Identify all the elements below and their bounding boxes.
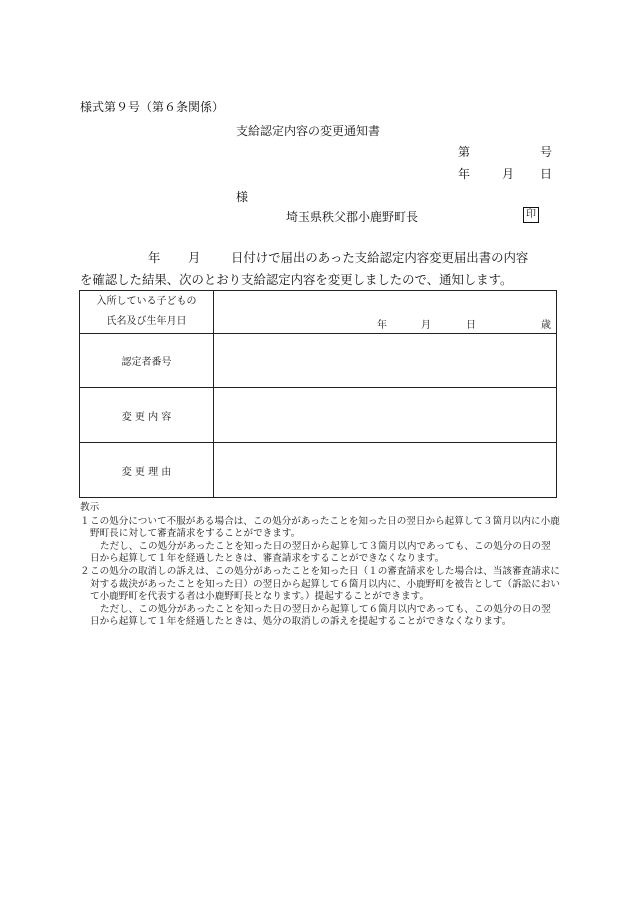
document-number-prefix: 第 [458, 145, 471, 159]
change-content-field[interactable] [214, 388, 557, 443]
issuer-name: 埼玉県秩父郡小鹿野町長 [286, 210, 419, 224]
seal-box: 印 [523, 207, 539, 223]
change-content-label: 変 更 内 容 [80, 388, 214, 443]
form-number: 様式第９号（第６条関係） [80, 100, 225, 114]
intro-paragraph [80, 247, 560, 291]
notice-item-1-proviso: ただし、この処分があったことを知った日の翌日から起算して３箇月以内であっても、この処分の日の翌日から起算して１年を経過したときは、審査請求をすることができなくなります。 [90, 540, 551, 565]
child-label-line-2: 氏名及び生年月日 [106, 316, 187, 327]
dob-day-label: 日 [466, 320, 476, 331]
notice-item-1 [80, 516, 560, 566]
dob-month-label: 月 [421, 320, 431, 331]
issue-date-year: 年 [458, 167, 471, 181]
intro-month: 月 [188, 250, 201, 265]
issue-date-day: 日 [540, 167, 553, 181]
cert-number-label: 認定者番号 [80, 334, 214, 388]
table-row-change-reason [80, 443, 557, 498]
notice-item-2 [80, 566, 560, 629]
table-row-child [80, 291, 557, 334]
document-number-suffix: 号 [540, 145, 553, 159]
age-label: 歳 [541, 320, 551, 331]
intro-year: 年 [148, 250, 161, 265]
appeal-notice [80, 502, 560, 629]
change-reason-field[interactable] [214, 443, 557, 498]
notice-item-1-text: この処分について不服がある場合は、この処分があったことを知った日の翌日から起算して３箇月以内に小鹿野町長に対して審査請求をすることができます。 [90, 515, 560, 540]
dob-year-label: 年 [377, 320, 387, 331]
child-name-dob-field[interactable] [214, 291, 557, 334]
table-row-cert-number [80, 334, 557, 388]
table-row-change-content [80, 388, 557, 443]
notice-item-2-text: この処分の取消しの訴えは、この処分があったことを知った日（１の審査請求をした場合は、当該審査請求に対する裁決があったことを知った日）の翌日から起算して６箇月以内に、小鹿野町を被告として（訴訟において小鹿野町を代表する者は小鹿野町長となります。）提起することができます。 [90, 565, 560, 603]
cert-number-field[interactable] [214, 334, 557, 388]
notice-item-1-number: １ [80, 515, 90, 527]
issue-date-month: 月 [502, 167, 515, 181]
notice-title: 教示 [80, 502, 100, 513]
document-title: 支給認定内容の変更通知書 [236, 124, 381, 138]
notice-item-2-number: ２ [80, 565, 90, 577]
notice-item-2-proviso: ただし、この処分があったことを知った日の翌日から起算して６箇月以内であっても、この処分の日の翌日から起算して１年を経過したときは、処分の取消しの訴えを提起することができなくなります。 [90, 603, 551, 628]
intro-line-2: を確認した結果、次のとおり支給認定内容を変更しましたので、通知します。 [80, 272, 513, 287]
info-table [79, 290, 557, 498]
child-name-dob-label [80, 291, 214, 334]
intro-line-1-text: 日付けで届出のあった支給認定内容変更届出書の内容 [231, 250, 529, 265]
addressee-honorific: 様 [236, 190, 249, 204]
intro-line-1 [80, 247, 560, 269]
child-label-line-1: 入所している子どもの [96, 296, 197, 307]
change-reason-label: 変 更 理 由 [80, 443, 214, 498]
